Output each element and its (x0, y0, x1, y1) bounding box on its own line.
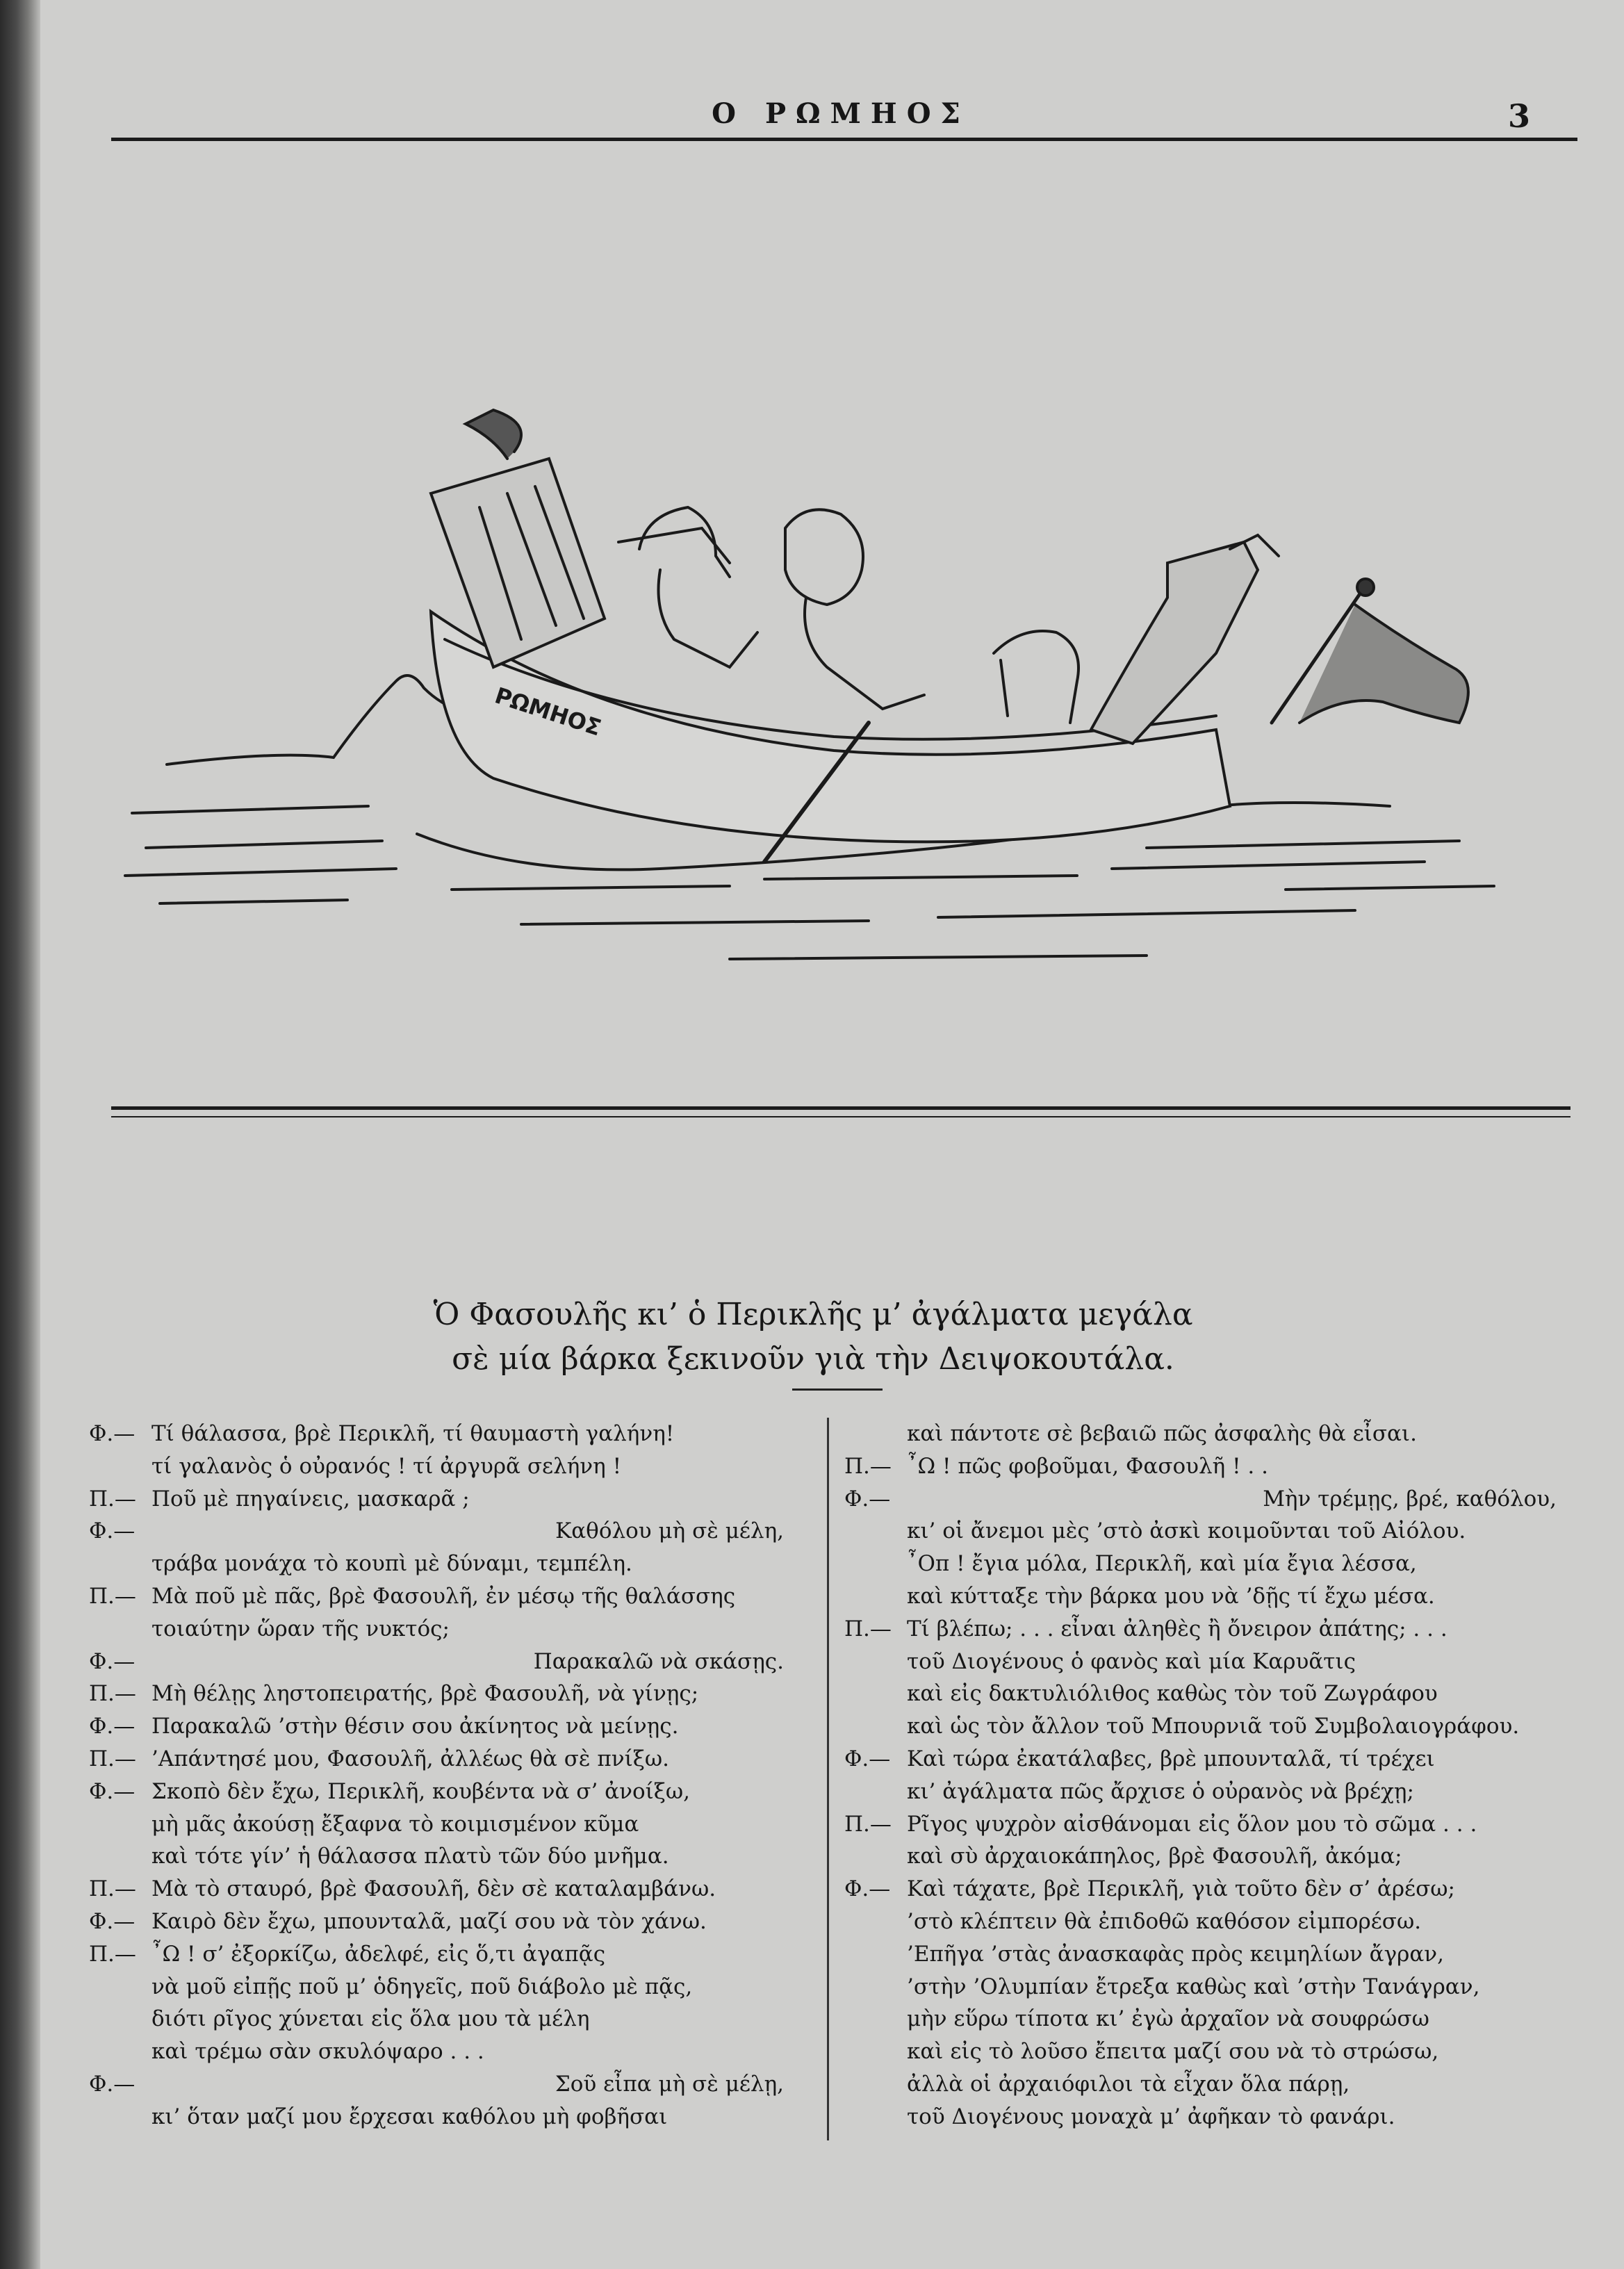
dialogue-text: ’Απάντησέ μου, Φασουλῆ, ἀλλέως θὰ σὲ πνίξω. (151, 1746, 669, 1771)
speaker-label: Φ.— (89, 1714, 136, 1739)
dialogue-text: ῏Ω ! σ’ ἐξορκίζω, ἀδελφέ, εἰς ὅ,τι ἀγαπᾷς (151, 1941, 606, 1967)
speaker-label: Π.— (844, 1811, 892, 1837)
speaker-label: Π.— (89, 1941, 136, 1967)
dialogue-line (844, 1971, 1570, 2004)
speaker-label: Π.— (844, 1453, 892, 1479)
dialogue-line (89, 1906, 798, 1938)
dialogue-line (89, 2035, 798, 2068)
dialogue-line (89, 2003, 798, 2035)
dialogue-text: ῏Ω ! πῶς φοβοῦμαι, Φασουλῆ ! . . (907, 1453, 1268, 1479)
dialogue-text: Τί βλέπω; . . . εἶναι ἀληθὲς ἢ ὄνειρον ἀπάτης; . . . (907, 1616, 1447, 1641)
dialogue-text: τοῦ Διογένους ὁ φανὸς καὶ μία Καρυᾶτις (907, 1648, 1356, 1674)
speaker-label: Φ.— (89, 1421, 136, 1446)
dialogue-text: διότι ρῖγος χύνεται εἰς ὅλα μου τὰ μέλη (151, 2006, 590, 2032)
dialogue-line (844, 1840, 1570, 1873)
caption-rule (792, 1389, 883, 1391)
dialogue-line (844, 1710, 1570, 1743)
dialogue-line (89, 1710, 798, 1743)
dialogue-line (844, 1450, 1570, 1483)
speaker-label: Π.— (89, 1486, 136, 1512)
speaker-label: Φ.— (89, 1778, 136, 1804)
illustration-rule (111, 1106, 1570, 1110)
dialogue-line (89, 1450, 798, 1483)
speaker-label: Π.— (89, 1746, 136, 1771)
dialogue-text: τράβα μονάχα τὸ κουπὶ μὲ δύναμι, τεμπέλη. (151, 1551, 632, 1577)
dialogue-text: κι’ οἱ ἄνεμοι μὲς ’στὸ ἀσκὶ κοιμοῦνται τοῦ Αἰόλου. (907, 1518, 1466, 1544)
dialogue-text: τοιαύτην ὥραν τῆς νυκτός; (151, 1616, 450, 1641)
dialogue-line (844, 1483, 1570, 1516)
book-spine (0, 0, 40, 2269)
speaker-label: Π.— (89, 1681, 136, 1707)
dialogue-line (89, 1743, 798, 1776)
dialogue-text: Σκοπὸ δὲν ἔχω, Περικλῆ, κουβέντα νὰ σ’ ἀνοίξω, (151, 1778, 690, 1804)
dialogue-text: καὶ τρέμω σὰν σκυλόψαρο . . . (151, 2039, 484, 2065)
caption-line-2: σὲ μία βάρκα ξεκινοῦν γιὰ τὴν Δειψοκουτάλα. (452, 1341, 1174, 1377)
dialogue-text: καὶ σὺ ἀρχαιοκάπηλος, βρὲ Φασουλῆ, ἀκόμα; (907, 1844, 1402, 1869)
header-rule (111, 138, 1577, 141)
dialogue-text: τοῦ Διογένους μοναχὰ μ’ ἀφῆκαν τὸ φανάρι. (907, 2104, 1395, 2129)
dialogue-text: καὶ εἰς δακτυλιόλιθος καθὼς τὸν τοῦ Ζωγράφου (907, 1681, 1438, 1707)
dialogue-line (844, 1613, 1570, 1646)
illustration-rule-thin (111, 1116, 1570, 1117)
page-number: 3 (1508, 97, 1531, 135)
speaker-label: Π.— (89, 1583, 136, 1609)
dialogue-text: Μὴ θέλῃς ληστοπειρατής, βρὲ Φασουλῆ, νὰ γίνῃς; (151, 1681, 699, 1707)
dialogue-text: Σοῦ εἶπα μὴ σὲ μέλῃ, (555, 2071, 784, 2097)
speaker-label: Φ.— (844, 1486, 891, 1512)
dialogue-line (844, 1776, 1570, 1808)
dialogue-line (844, 2101, 1570, 2133)
dialogue-text: καὶ κύτταξε τὴν βάρκα μου νὰ ’δῇς τί ἔχω μέσα. (907, 1583, 1435, 1609)
dialogue-line (844, 1873, 1570, 1906)
dialogue-line (89, 1808, 798, 1841)
dialogue-column-left (89, 1418, 798, 2133)
caption-line-1: Ὁ Φασουλῆς κι’ ὁ Περικλῆς μ’ ἀγάλματα μεγάλα (433, 1297, 1193, 1332)
dialogue-text: κι’ ὅταν μαζί μου ἔρχεσαι καθόλου μὴ φοβῆσαι (151, 2104, 668, 2129)
column-divider (827, 1418, 829, 2140)
dialogue-text: καὶ πάντοτε σὲ βεβαιῶ πῶς ἀσφαλὴς θὰ εἶσαι. (907, 1421, 1417, 1446)
dialogue-line (89, 1840, 798, 1873)
speaker-label: Φ.— (844, 1746, 891, 1771)
dialogue-line (844, 1418, 1570, 1450)
dialogue-line (844, 2035, 1570, 2068)
speaker-label: Π.— (844, 1616, 892, 1641)
dialogue-line (844, 2003, 1570, 2035)
dialogue-text: Μὰ τὸ σταυρό, βρὲ Φασουλῆ, δὲν σὲ καταλαμβάνω. (151, 1876, 716, 1902)
speaker-label: Φ.— (89, 1648, 136, 1674)
dialogue-line (844, 1646, 1570, 1678)
verse-caption (208, 1293, 1418, 1382)
dialogue-line (89, 1938, 798, 1971)
dialogue-text: μὴ μᾶς ἀκούσῃ ἔξαφνα τὸ κοιμισμένον κῦμα (151, 1811, 639, 1837)
boat-illustration (104, 389, 1529, 987)
dialogue-text: ’Επῆγα ’στὰς ἀνασκαφὰς πρὸς κειμηλίων ἄγραν, (907, 1941, 1444, 1967)
dialogue-line (89, 1418, 798, 1450)
dialogue-text: Καιρὸ δὲν ἔχω, μπουνταλᾶ, μαζί σου νὰ τὸν χάνω. (151, 1908, 707, 1934)
dialogue-line (89, 1678, 798, 1710)
dialogue-line (844, 1808, 1570, 1841)
speaker-label: Φ.— (89, 2071, 136, 2097)
dialogue-text: μὴν εὕρω τίποτα κι’ ἐγὼ ἀρχαῖον νὰ σουφρώσω (907, 2006, 1429, 2032)
speaker-label: Φ.— (844, 1876, 891, 1902)
dialogue-text: ’στὸ κλέπτειν θὰ ἐπιδοθῶ καθόσον εἰμπορέσω. (907, 1908, 1422, 1934)
dialogue-text: ἀλλὰ οἱ ἀρχαιόφιλοι τὰ εἶχαν ὅλα πάρῃ, (907, 2071, 1350, 2097)
dialogue-text: καὶ ὡς τὸν ἄλλον τοῦ Μπουρνιᾶ τοῦ Συμβολαιογράφου. (907, 1714, 1520, 1739)
dialogue-text: Παρακαλῶ νὰ σκάσῃς. (533, 1648, 784, 1674)
dialogue-line (844, 1515, 1570, 1548)
dialogue-line (89, 1613, 798, 1646)
dialogue-line (89, 2101, 798, 2133)
dialogue-text: ῏Οπ ! ἔγια μόλα, Περικλῆ, καὶ μία ἔγια λέσσα, (907, 1551, 1417, 1577)
speaker-label: Π.— (89, 1876, 136, 1902)
dialogue-text: Ποῦ μὲ πηγαίνεις, μασκαρᾶ ; (151, 1486, 470, 1512)
dialogue-line (89, 1776, 798, 1808)
dialogue-line (844, 1906, 1570, 1938)
boat-name-label: ΡΩΜΗΟΣ (491, 682, 605, 742)
dialogue-line (89, 1515, 798, 1548)
dialogue-line (89, 2068, 798, 2101)
dialogue-text: Καὶ τάχατε, βρὲ Περικλῆ, γιὰ τοῦτο δὲν σ’ ἀρέσω; (907, 1876, 1456, 1902)
dialogue-text: ’στὴν ’Ολυμπίαν ἔτρεξα καθὼς καὶ ’στὴν Τανάγραν, (907, 1974, 1480, 1999)
dialogue-text: καὶ εἰς τὸ λοῦσο ἔπειτα μαζί σου νὰ τὸ στρώσω, (907, 2039, 1439, 2065)
dialogue-line (844, 1743, 1570, 1776)
dialogue-line (844, 1548, 1570, 1580)
dialogue-text: Μὴν τρέμῃς, βρέ, καθόλου, (1263, 1486, 1557, 1512)
dialogue-text: Μὰ ποῦ μὲ πᾶς, βρὲ Φασουλῆ, ἐν μέσῳ τῆς θαλάσσης (151, 1583, 736, 1609)
dialogue-line (844, 2068, 1570, 2101)
dialogue-text: Καὶ τώρα ἐκατάλαβες, βρὲ μπουνταλᾶ, τί τρέχει (907, 1746, 1435, 1771)
dialogue-line (844, 1678, 1570, 1710)
dialogue-line (844, 1938, 1570, 1971)
dialogue-text: Καθόλου μὴ σὲ μέλη, (555, 1518, 784, 1544)
dialogue-text: Ρῖγος ψυχρὸν αἰσθάνομαι εἰς ὅλον μου τὸ σῶμα . . . (907, 1811, 1477, 1837)
dialogue-line (89, 1483, 798, 1516)
dialogue-line (89, 1971, 798, 2004)
dialogue-line (89, 1873, 798, 1906)
dialogue-line (89, 1646, 798, 1678)
dialogue-line (844, 1580, 1570, 1613)
dialogue-text: καὶ τότε γίν’ ἡ θάλασσα πλατὺ τῶν δύο μνῆμα. (151, 1844, 669, 1869)
dialogue-line (89, 1580, 798, 1613)
dialogue-text: κι’ ἀγάλματα πῶς ἄρχισε ὁ οὐρανὸς νὰ βρέχῃ; (907, 1778, 1414, 1804)
page-title: Ο ΡΩΜΗΟΣ (712, 97, 970, 130)
dialogue-text: τί γαλανὸς ὁ οὐρανός ! τί ἀργυρᾶ σελήνη ! (151, 1453, 622, 1479)
speaker-label: Φ.— (89, 1908, 136, 1934)
speaker-label: Φ.— (89, 1518, 136, 1544)
dialogue-text: Τί θάλασσα, βρὲ Περικλῆ, τί θαυμαστὴ γαλήνη! (151, 1421, 675, 1446)
dialogue-text: Παρακαλῶ ’στὴν θέσιν σου ἀκίνητος νὰ μείνῃς. (151, 1714, 679, 1739)
dialogue-column-right (844, 1418, 1570, 2133)
dialogue-text: νὰ μοῦ εἰπῇς ποῦ μ’ ὁδηγεῖς, ποῦ διάβολο μὲ πᾷς, (151, 1974, 693, 1999)
dialogue-line (89, 1548, 798, 1580)
